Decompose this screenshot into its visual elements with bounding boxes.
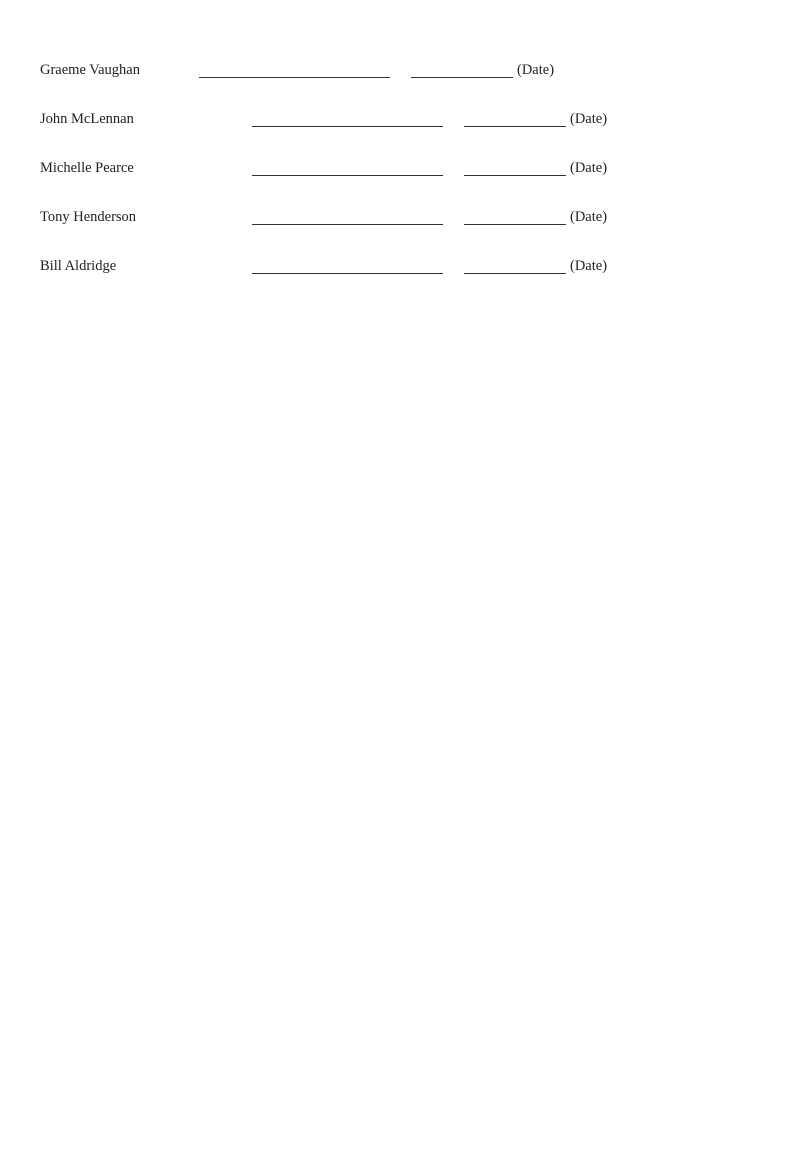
signatory-name: Bill Aldridge xyxy=(40,258,117,274)
date-line[interactable] xyxy=(464,224,566,225)
date-line[interactable] xyxy=(464,175,566,176)
signature-row xyxy=(0,156,806,182)
signatory-name: Michelle Pearce xyxy=(40,160,134,176)
date-label: (Date) xyxy=(517,62,555,78)
date-line[interactable] xyxy=(411,77,513,78)
signature-line[interactable] xyxy=(252,273,443,274)
signatory-name: Graeme Vaughan xyxy=(40,62,140,78)
date-label: (Date) xyxy=(570,209,608,225)
date-label: (Date) xyxy=(570,160,608,176)
signature-line[interactable] xyxy=(252,175,443,176)
signature-row xyxy=(0,107,806,133)
signatory-name: John McLennan xyxy=(40,111,134,127)
signature-row xyxy=(0,254,806,280)
date-line[interactable] xyxy=(464,126,566,127)
date-label: (Date) xyxy=(570,111,608,127)
date-label: (Date) xyxy=(570,258,608,274)
date-line[interactable] xyxy=(464,273,566,274)
signature-row xyxy=(0,205,806,231)
signature-line[interactable] xyxy=(252,126,443,127)
signature-line[interactable] xyxy=(252,224,443,225)
signatory-name: Tony Henderson xyxy=(40,209,137,225)
signature-row xyxy=(0,58,806,84)
signature-line[interactable] xyxy=(199,77,390,78)
